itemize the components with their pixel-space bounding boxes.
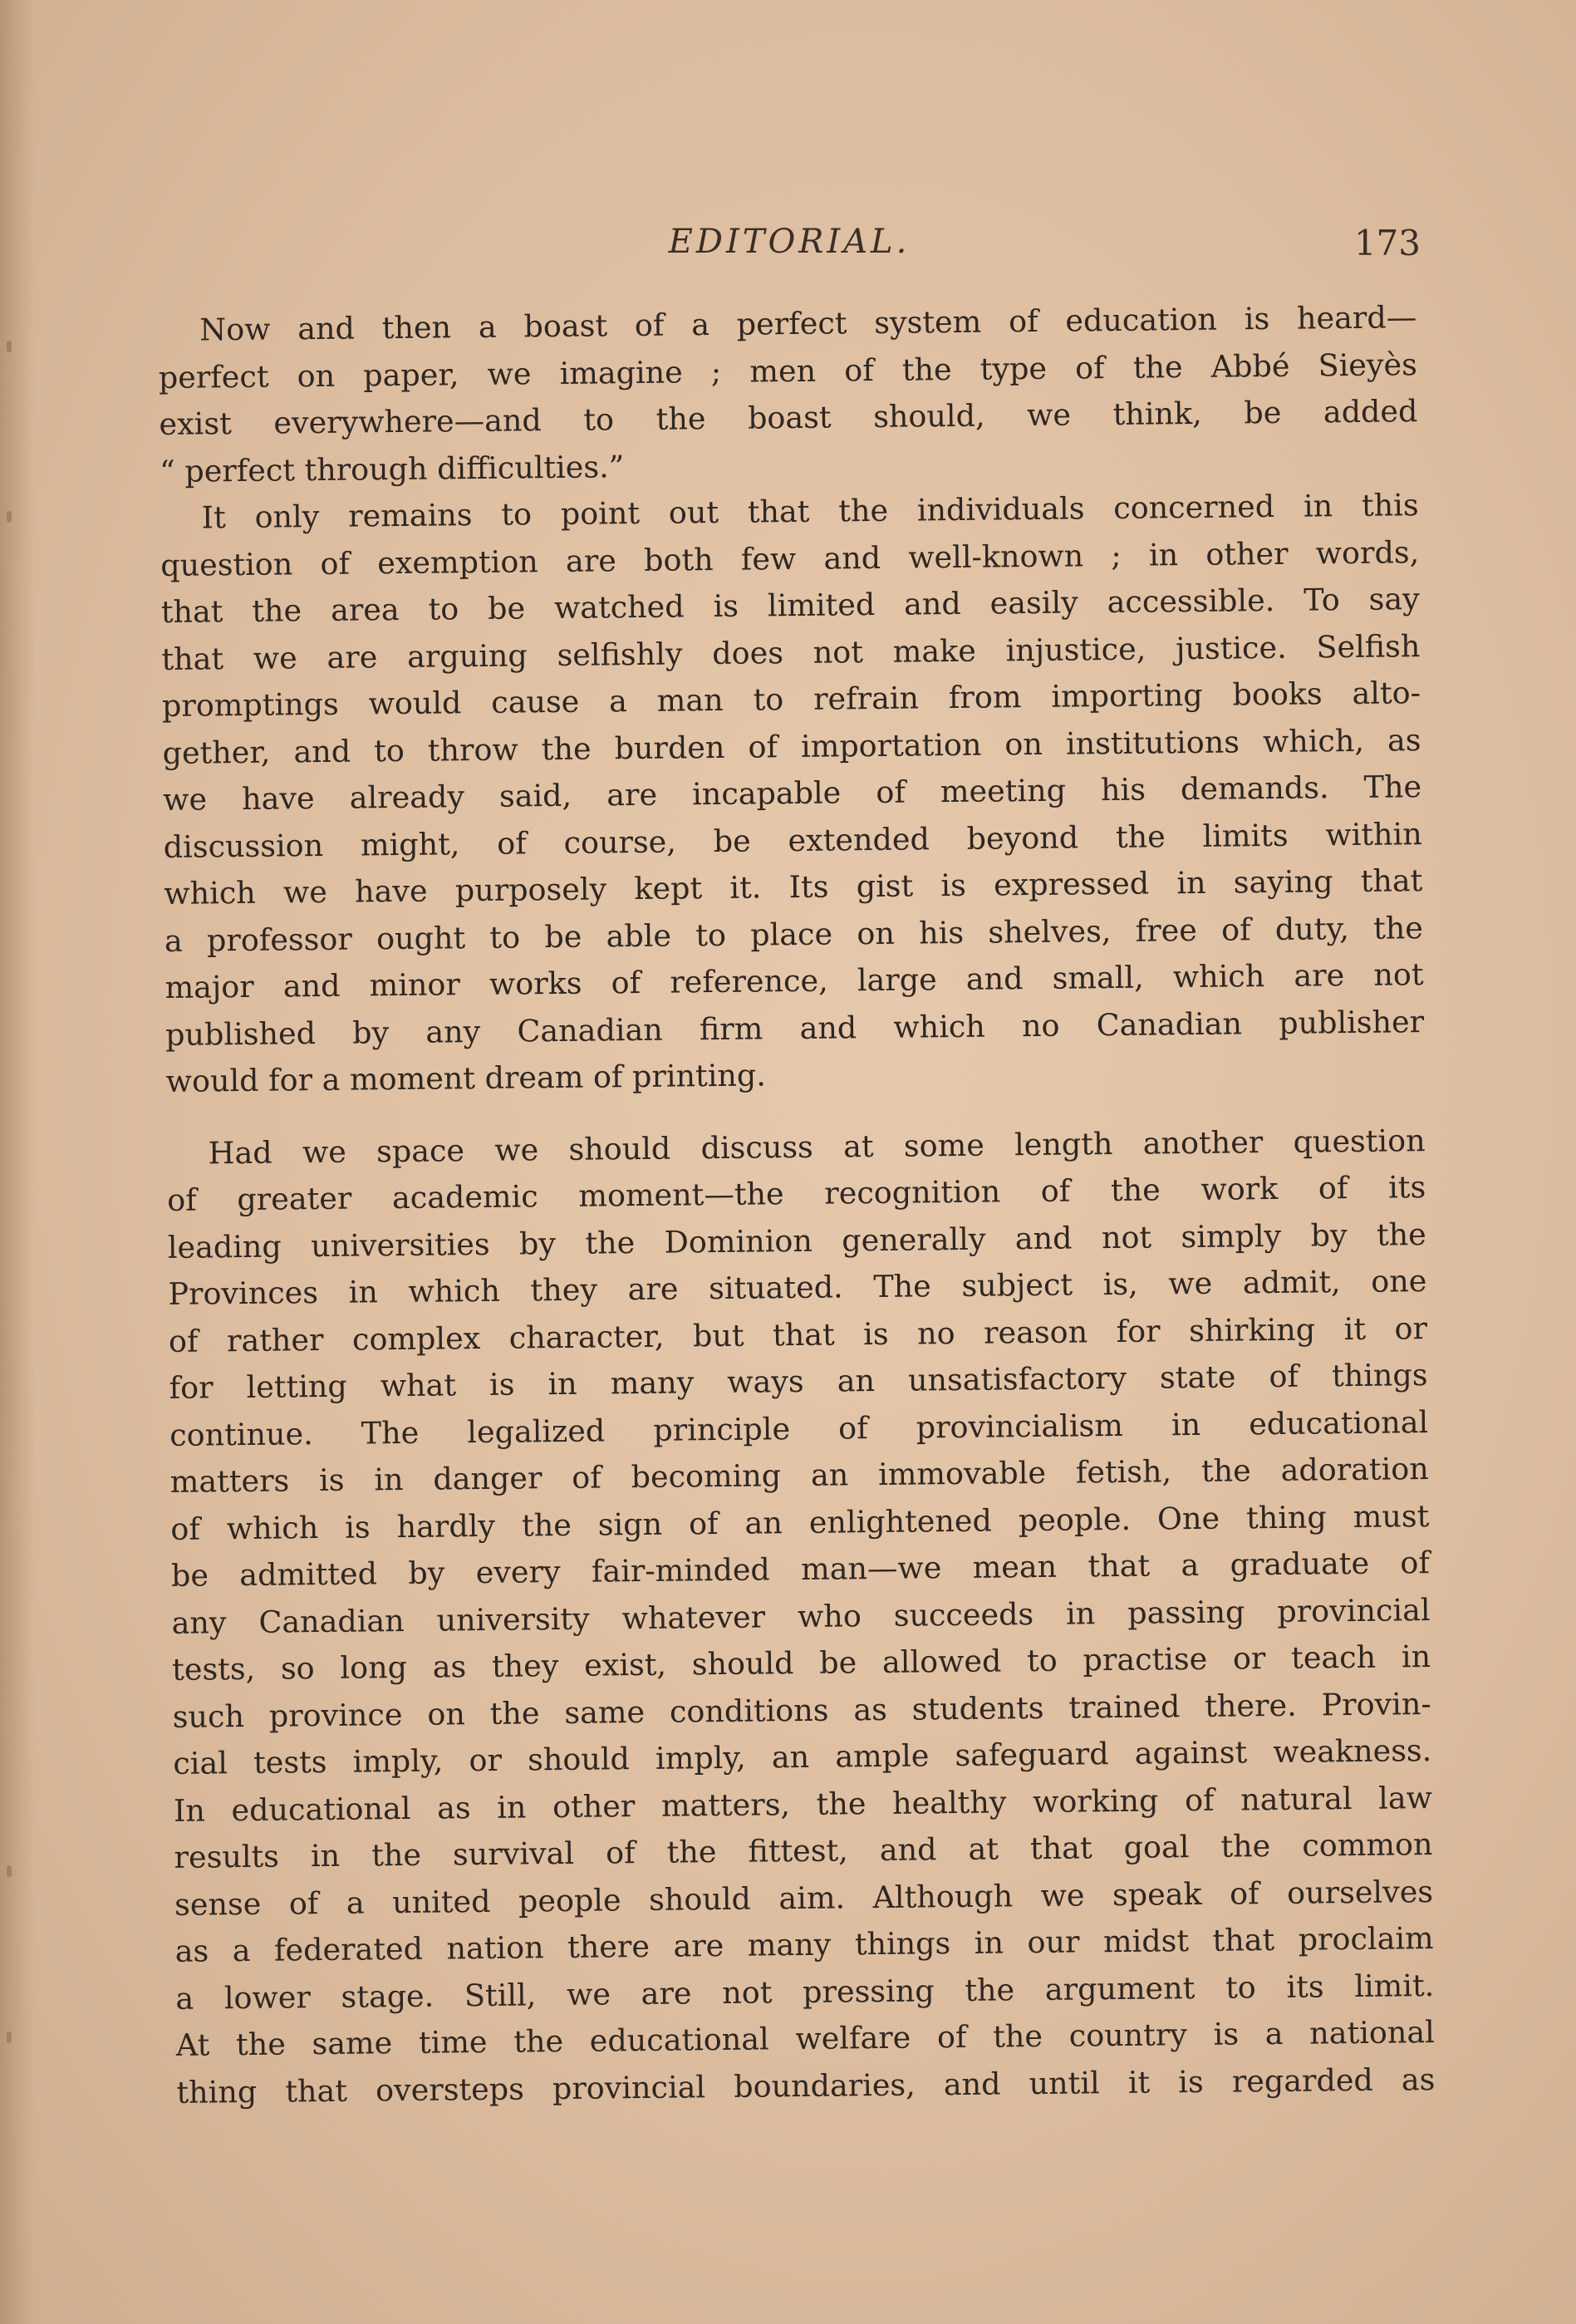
- text-line: sense of a united people should aim. Although we speak of ourselves: [174, 1873, 1434, 1923]
- text-line: Provinces in which they are situated. The subject is, we admit, one: [168, 1263, 1427, 1312]
- text-line: such province on the same conditions as students trained there. Provin-: [172, 1685, 1431, 1735]
- text-line: Now and then a boast of a perfect system of education is heard—: [199, 299, 1417, 348]
- text-line: major and minor works of reference, large and small, which are not: [164, 956, 1424, 1005]
- text-line: It only remains to point out that the individuals concerned in this: [201, 487, 1419, 536]
- binding-shadow: [0, 0, 35, 2324]
- text-line: which we have purposely kept it. Its gist is expressed in saying that: [164, 862, 1423, 911]
- text-line: that the area to be watched is limited and easily accessible. To say: [160, 581, 1420, 630]
- text-line: gether, and to throw the burden of importation on institutions which, as: [162, 721, 1421, 771]
- paragraph: [166, 1118, 1435, 2116]
- text-line: cial tests imply, or should imply, an ample safeguard against weakness.: [173, 1732, 1432, 1781]
- text-line: of greater academic moment—the recognition of the work of its: [167, 1169, 1426, 1218]
- paragraph: [158, 294, 1418, 495]
- text-line: would for a moment dream of printing.: [165, 1057, 767, 1099]
- text-line: any Canadian university whatever who succeeds in passing provincial: [171, 1591, 1431, 1641]
- text-line: Had we space we should discuss at some length another question: [208, 1122, 1426, 1171]
- text-line: question of exemption are both few and well-known ; in other words,: [160, 533, 1420, 583]
- text-line: a lower stage. Still, we are not pressing the argument to its limit.: [175, 1967, 1435, 2017]
- text-line: of rather complex character, but that is no reason for shirking it or: [168, 1309, 1428, 1359]
- text-line: In educational as in other matters, the healthy working of natural law: [173, 1779, 1433, 1829]
- text-line: perfect on paper, we imagine ; men of the type of the Abbé Sieyès: [158, 346, 1418, 396]
- paragraph: [160, 482, 1425, 1105]
- page-edge-mark: [7, 511, 12, 523]
- text-line: matters is in danger of becoming an immovable fetish, the adoration: [169, 1451, 1429, 1500]
- text-line: exist everywhere—and to the boast should, we think, be added: [159, 393, 1418, 442]
- text-line: promptings would cause a man to refrain from importing books alto-: [161, 675, 1421, 724]
- body-text: [158, 294, 1436, 2116]
- text-line: discussion might, of course, be extended beyond the limits within: [163, 815, 1422, 865]
- running-head: [158, 223, 1421, 273]
- text-line: be admitted by every fair-minded man—we mean that a graduate of: [170, 1545, 1431, 1594]
- page-edge-mark: [7, 2032, 12, 2043]
- page-number: 173: [1353, 223, 1421, 263]
- page-edge-mark: [7, 1865, 12, 1877]
- text-line: published by any Canadian firm and which no Canadian publisher: [164, 1003, 1425, 1053]
- text-line: that we are arguing selfishly does not make injustice, justice. Selfish: [161, 627, 1421, 677]
- text-line: results in the survival of the fittest, and at that goal the common: [174, 1826, 1433, 1875]
- text-line: tests, so long as they exist, should be allowed to practise or teach in: [171, 1639, 1431, 1688]
- text-line: leading universities by the Dominion generally and not simply by the: [167, 1216, 1426, 1265]
- text-line: “ perfect through difficulties.”: [159, 448, 625, 489]
- page-edge-mark: [7, 341, 12, 352]
- text-line: a professor ought to be able to place on his shelves, free of duty, the: [164, 909, 1424, 959]
- text-line: for letting what is in many ways an unsatisfactory state of things: [169, 1357, 1428, 1406]
- text-line: we have already said, are incapable of meeting his demands. The: [162, 769, 1422, 818]
- text-line: of which is hardly the sign of an enlightened people. One thing must: [170, 1497, 1430, 1547]
- text-line: continue. The legalized principle of provincialism in educational: [169, 1403, 1429, 1453]
- text-line: as a federated nation there are many things in our midst that proclaim: [174, 1920, 1434, 1969]
- running-title: EDITORIAL.: [668, 223, 911, 261]
- text-line: thing that oversteps provincial boundaries, and until it is regarded as: [176, 2061, 1436, 2110]
- text-line: At the same time the educational welfare of the country is a national: [175, 2014, 1436, 2063]
